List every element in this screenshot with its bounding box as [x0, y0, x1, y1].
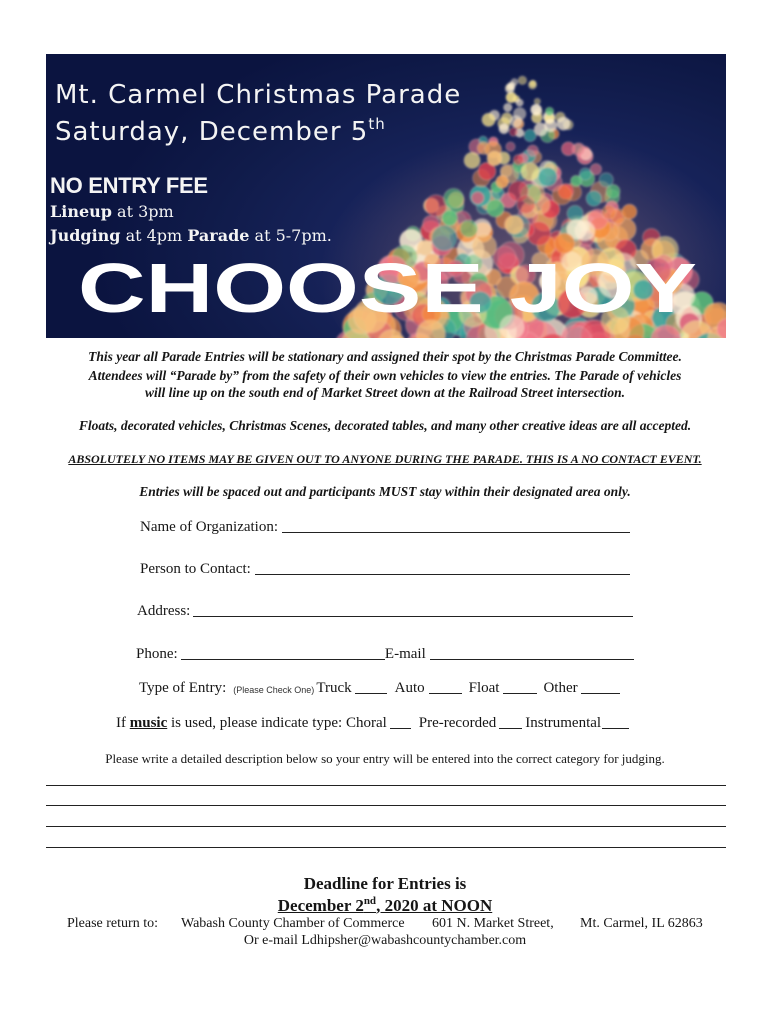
organization-input[interactable] — [282, 519, 630, 533]
deadline-date-text — [278, 896, 492, 915]
bokeh-light — [528, 185, 545, 202]
parade-title: Mt. Carmel Christmas Parade — [55, 80, 462, 110]
bokeh-light — [527, 145, 538, 156]
bokeh-light — [516, 99, 523, 106]
bokeh-light — [602, 205, 616, 219]
instrumental-check-blank[interactable] — [602, 715, 629, 729]
bokeh-light — [464, 152, 480, 168]
entry-option-truck: Truck — [316, 680, 352, 696]
return-organization: Wabash County Chamber of Commerce — [181, 916, 405, 931]
spacing-note: Entries will be spaced out and participants MUST stay within their designated area only. — [139, 484, 631, 499]
music-row — [116, 712, 629, 732]
bokeh-light — [487, 200, 505, 218]
bokeh-light — [442, 210, 457, 225]
address-row — [137, 600, 633, 620]
bokeh-light — [545, 107, 554, 116]
description-line-3[interactable] — [46, 811, 726, 827]
phone-label: Phone: — [136, 646, 178, 662]
entry-option-auto: Auto — [394, 680, 425, 696]
description-line-2[interactable] — [46, 790, 726, 806]
bokeh-light — [460, 220, 477, 237]
deadline-date-suffix: nd — [363, 895, 377, 907]
prerecorded-check-blank[interactable] — [499, 715, 522, 729]
lineup-time — [50, 204, 174, 220]
bokeh-light — [432, 225, 457, 250]
bokeh-light — [534, 98, 540, 104]
bokeh-light — [586, 191, 602, 207]
entry-type-hint: (Please Check One) — [233, 685, 315, 695]
parade-date-text: Saturday, December 5 — [55, 117, 369, 147]
email-label: E-mail — [384, 646, 426, 662]
contact-row — [140, 558, 630, 578]
accepted-entries-note: Floats, decorated vehicles, Christmas Scenes, decorated tables, and many other creative ideas are all accepted. — [78, 418, 692, 433]
contact-input[interactable] — [255, 561, 630, 575]
parade-label: Parade — [187, 226, 250, 245]
deadline-date — [0, 896, 770, 916]
auto-check-blank[interactable] — [429, 680, 462, 694]
contact-label: Person to Contact: — [140, 561, 251, 577]
bokeh-light — [506, 142, 515, 151]
no-entry-fee: NO ENTRY FEE — [50, 173, 208, 198]
bokeh-light — [599, 173, 613, 187]
bokeh-light — [487, 151, 502, 166]
description-line-1[interactable] — [46, 770, 726, 786]
bokeh-light — [524, 129, 536, 141]
intro-line-3: will line up on the south end of Market Street down at the Railroad Street intersection. — [144, 385, 626, 400]
bokeh-light — [505, 215, 524, 234]
bokeh-light — [538, 168, 557, 187]
music-word: music — [129, 715, 168, 731]
return-email: Or e-mail Ldhipsher@wabashcountychamber.com — [243, 933, 527, 948]
header-banner — [46, 54, 726, 338]
address-label: Address: — [137, 603, 191, 619]
description-prompt: Please write a detailed description below so your entry will be entered into the correct category for judging. — [105, 751, 665, 766]
bokeh-light — [622, 204, 637, 219]
bokeh-light — [472, 192, 484, 204]
bokeh-light — [510, 116, 522, 128]
bokeh-light — [531, 104, 542, 115]
entry-type-label: Type of Entry: — [139, 680, 227, 696]
email-input[interactable] — [430, 646, 634, 660]
intro-line-2: Attendees will “Parade by” from the safety of their own vehicles to view the entries. The Parade of vehicles — [88, 368, 682, 383]
no-contact-warning: ABSOLUTELY NO ITEMS MAY BE GIVEN OUT TO ANYONE DURING THE PARADE. THIS IS A NO CONTACT EVENT. — [68, 452, 702, 466]
bokeh-light — [530, 80, 536, 86]
return-city: Mt. Carmel, IL 62863 — [580, 916, 703, 931]
bokeh-light — [499, 124, 509, 134]
music-option-choral: Choral — [345, 715, 387, 731]
bokeh-light — [575, 221, 595, 241]
music-prefix: If — [116, 715, 130, 731]
bokeh-light — [571, 175, 582, 186]
parade-date — [55, 115, 386, 147]
parade-date-suffix: th — [368, 115, 386, 133]
entry-option-other: Other — [543, 680, 578, 696]
other-check-blank[interactable] — [581, 680, 620, 694]
parade-value: at 5-7pm. — [249, 226, 332, 245]
phone-input[interactable] — [181, 646, 385, 660]
address-input[interactable] — [193, 603, 633, 617]
lineup-label: Lineup — [50, 202, 112, 221]
deadline-heading: Deadline for Entries is — [303, 874, 467, 893]
judging-label: Judging — [50, 226, 121, 245]
bokeh-light — [521, 163, 539, 181]
float-check-blank[interactable] — [503, 680, 537, 694]
organization-row — [140, 516, 630, 536]
intro-line-1: This year all Parade Entries will be stationary and assigned their spot by the Christmas Parade Committee. — [88, 349, 682, 364]
bokeh-light — [482, 113, 495, 126]
bokeh-light — [518, 76, 527, 85]
bokeh-light — [557, 117, 570, 130]
return-street: 601 N. Market Street, — [432, 916, 554, 931]
deadline-date-rest: , 2020 at NOON — [376, 896, 493, 915]
bokeh-light — [504, 103, 513, 112]
music-question: is used, please indicate type: — [167, 715, 346, 731]
bokeh-light — [509, 128, 518, 137]
deadline-date-prefix: December 2 — [277, 896, 364, 915]
music-option-instrumental: Instrumental — [525, 715, 602, 731]
bokeh-light — [444, 188, 464, 208]
entry-option-float: Float — [468, 680, 500, 696]
choose-joy-slogan: CHOOSE JOY — [78, 249, 697, 327]
return-label: Please return to: — [67, 916, 158, 931]
bokeh-light — [572, 143, 585, 156]
description-line-4[interactable] — [46, 832, 726, 848]
phone-email-row — [136, 643, 634, 663]
bokeh-light — [505, 84, 514, 93]
truck-check-blank[interactable] — [355, 680, 387, 694]
bokeh-light — [496, 175, 509, 188]
lineup-value: at 3pm — [111, 202, 174, 221]
bokeh-light — [513, 155, 523, 165]
music-option-prerecorded: Pre-recorded — [418, 715, 497, 731]
judging-parade-times — [50, 228, 332, 244]
organization-label: Name of Organization: — [140, 519, 279, 535]
choral-check-blank[interactable] — [390, 715, 411, 729]
judging-value: at 4pm — [120, 226, 188, 245]
entry-type-row — [139, 677, 620, 697]
